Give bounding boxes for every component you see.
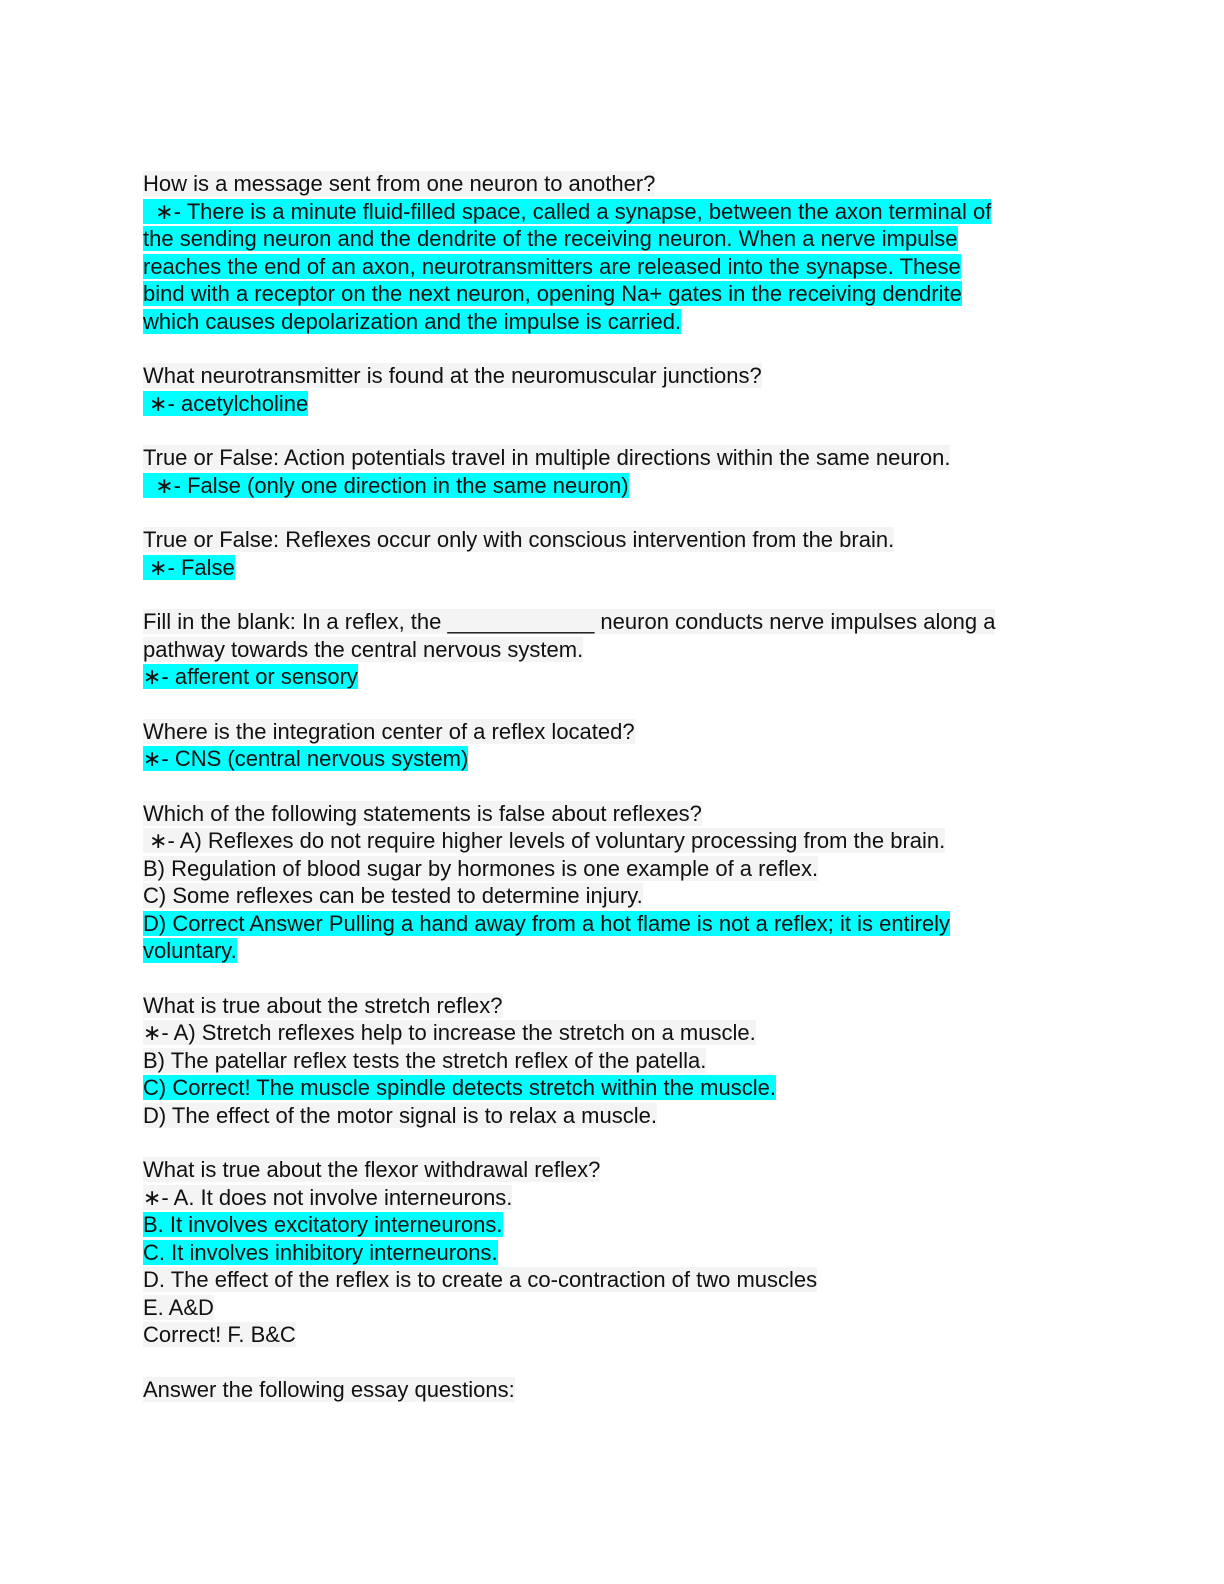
answer-text: ∗- acetylcholine bbox=[143, 390, 309, 416]
option-a: ∗- A. It does not involve interneurons. bbox=[143, 1184, 513, 1210]
option-e: E. A&D bbox=[143, 1294, 214, 1320]
answer-text: reaches the end of an axon, neurotransmitters are released into the synapse. These bbox=[143, 253, 961, 279]
question-text: What is true about the flexor withdrawal reflex? bbox=[143, 1157, 601, 1182]
option-d: D. The effect of the reflex is to create a co-contraction of two muscles bbox=[143, 1267, 818, 1292]
answer-text: the sending neuron and the dendrite of the receiving neuron. When a nerve impulse bbox=[143, 226, 958, 251]
answer-text: ∗- False bbox=[143, 554, 235, 580]
question-text: Fill in the blank: In a reflex, the ____________ neuron conducts nerve impulses along a bbox=[143, 609, 996, 634]
essay-heading: Answer the following essay questions: bbox=[143, 1376, 515, 1402]
question-text: What neurotransmitter is found at the neuromuscular junctions? bbox=[143, 363, 762, 388]
option-b-correct: B. It involves excitatory interneurons. bbox=[143, 1212, 503, 1237]
question-text: Which of the following statements is false about reflexes? bbox=[143, 800, 702, 826]
option-d-correct: voluntary. bbox=[143, 938, 237, 963]
answer-text: ∗- CNS (central nervous system) bbox=[143, 746, 469, 771]
option-b: B) The patellar reflex tests the stretch reflex of the patella. bbox=[143, 1047, 707, 1073]
option-a: ∗- A) Reflexes do not require higher levels of voluntary processing from the brain. bbox=[143, 828, 946, 853]
document-body bbox=[143, 170, 1083, 1403]
option-c-correct: C) Correct! The muscle spindle detects stretch within the muscle. bbox=[143, 1075, 776, 1100]
answer-text: ∗- There is a minute fluid-filled space, called a synapse, between the axon terminal of bbox=[143, 198, 992, 224]
option-c: C) Some reflexes can be tested to determine injury. bbox=[143, 883, 643, 908]
question-text: pathway towards the central nervous system. bbox=[143, 636, 584, 662]
option-a: ∗- A) Stretch reflexes help to increase the stretch on a muscle. bbox=[143, 1020, 756, 1045]
question-text: Where is the integration center of a reflex located? bbox=[143, 718, 635, 744]
answer-text: ∗- afferent or sensory bbox=[143, 664, 358, 689]
question-text: True or False: Action potentials travel in multiple directions within the same neuron. bbox=[143, 445, 951, 470]
question-text: How is a message sent from one neuron to another? bbox=[143, 171, 656, 196]
option-d-correct: D) Correct Answer Pulling a hand away from a hot flame is not a reflex; it is entirely bbox=[143, 910, 951, 936]
option-c-correct: C. It involves inhibitory interneurons. bbox=[143, 1239, 498, 1265]
question-text: What is true about the stretch reflex? bbox=[143, 992, 503, 1018]
question-text: True or False: Reflexes occur only with conscious intervention from the brain. bbox=[143, 527, 895, 552]
option-b: B) Regulation of blood sugar by hormones is one example of a reflex. bbox=[143, 855, 819, 881]
answer-text: which causes depolarization and the impulse is carried. bbox=[143, 308, 682, 334]
option-f: Correct! F. B&C bbox=[143, 1322, 296, 1347]
answer-text: ∗- False (only one direction in the same neuron) bbox=[143, 472, 629, 498]
option-d: D) The effect of the motor signal is to relax a muscle. bbox=[143, 1102, 657, 1128]
answer-text: bind with a receptor on the next neuron, opening Na+ gates in the receiving dendrite bbox=[143, 281, 962, 306]
